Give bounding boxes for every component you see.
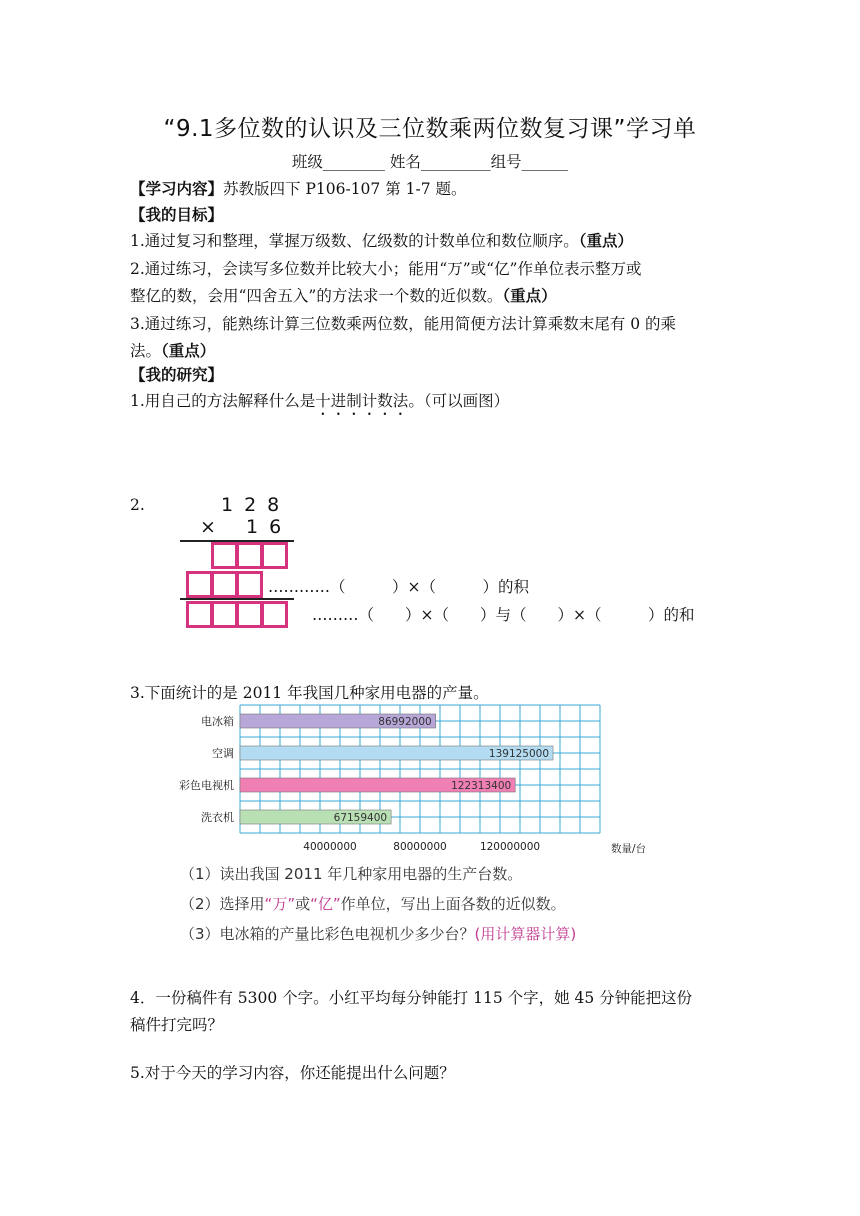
answer-box[interactable] [261, 601, 288, 628]
bar-value-label: 122313400 [451, 780, 512, 792]
research-heading: 【我的研究】 [130, 365, 224, 384]
appliance-production-chart [160, 700, 650, 860]
answer-box[interactable] [186, 571, 213, 598]
page-title: “9.1多位数的认识及三位数乘两位数复习课”学习单 [163, 116, 697, 142]
question-3-sub-1: （1）读出我国 2011 年几种家用电器的生产台数。 [180, 865, 523, 883]
x-tick-label: 120000000 [479, 841, 541, 853]
answer-box[interactable] [236, 601, 263, 628]
answer-box[interactable] [236, 542, 263, 569]
question-1-emphasis: 十进制计数法 [315, 392, 409, 410]
multiplier: 16 [246, 516, 293, 538]
goal-1-tag: （重点） [578, 231, 634, 250]
goal-1-text: 1.通过复习和整理，掌握万级数、亿级数的计数单位和数位顺序。 [130, 232, 579, 250]
sub-3-b: (用计算器计算) [474, 925, 577, 943]
question-4-line-a: 4．一份稿件有 5300 个字。小红平均每分钟能打 115 个字，她 45 分钟能把这份 [130, 989, 693, 1007]
calc-line-2 [180, 598, 294, 600]
bar-value-label: 86992000 [378, 716, 432, 728]
x-tick-label: 80000000 [393, 841, 447, 853]
sub-2-c: 作单位，写出上面各数的近似数。 [340, 895, 566, 913]
goals-heading: 【我的目标】 [130, 205, 224, 224]
answer-box[interactable] [236, 571, 263, 598]
answer-box[interactable] [211, 571, 238, 598]
category-label: 电冰箱 [201, 715, 234, 728]
question-1-post: 。（可以画图） [408, 392, 510, 410]
x-axis-label: 数量/台 [610, 843, 646, 855]
sub-2-b: 或 [295, 895, 311, 913]
category-label: 空调 [212, 747, 234, 760]
question-3-sub-3 [180, 923, 576, 944]
category-label: 彩色电视机 [179, 779, 234, 792]
goal-2-text: 整亿的数，会用“四舍五入”的方法求一个数的近似数。 [130, 287, 503, 305]
goal-2-tag: （重点） [502, 286, 557, 305]
student-info-line: 班级________ 姓名_________组号______ [291, 153, 569, 171]
answer-box[interactable] [186, 601, 213, 628]
goal-3-tag: （重点） [161, 341, 216, 360]
goal-2-line-b [130, 284, 557, 306]
multiplicand: 128 [221, 494, 291, 516]
question-5: 5.对于今天的学习内容，你还能提出什么问题？ [130, 1064, 455, 1082]
goal-3-text: 法。 [130, 342, 162, 360]
question-3-intro: 3.下面统计的是 2011 年我国几种家用电器的产量。 [130, 684, 489, 702]
sub-2-a: （2）选择用 [180, 895, 265, 913]
bar-value-label: 67159400 [333, 812, 388, 824]
partial-product-note: …………（ ）×（ ）的积 [268, 578, 529, 596]
question-4-line-b: 稿件打完吗？ [130, 1016, 224, 1034]
answer-box[interactable] [211, 542, 238, 569]
learning-content [130, 177, 467, 199]
learning-content-text: 苏教版四下 P106-107 第 1-7 题。 [223, 180, 467, 198]
goal-3-line-b [130, 339, 215, 361]
question-1-pre: 1.用自己的方法解释什么是 [130, 392, 316, 410]
learning-content-label: 【学习内容】 [130, 179, 224, 198]
question-1 [130, 389, 509, 419]
times-sign: × [200, 516, 216, 538]
bar-value-label: 139125000 [488, 748, 550, 760]
goal-1 [130, 229, 633, 251]
question-2-number: 2. [130, 496, 145, 514]
sub-2-yi: “亿” [310, 895, 341, 913]
answer-box[interactable] [261, 542, 288, 569]
sub-3-a: （3）电冰箱的产量比彩色电视机少多少台？ [180, 925, 475, 943]
goal-3-line-a: 3.通过练习，能熟练计算三位数乘两位数，能用简便方法计算乘数末尾有 0 的乘 [130, 315, 677, 333]
answer-box[interactable] [211, 601, 238, 628]
sum-note: ………（ ）×（ ）与（ ）×（ ）的和 [312, 606, 695, 624]
question-3-sub-2 [180, 893, 566, 914]
x-tick-label: 40000000 [303, 841, 357, 853]
goal-2-line-a: 2.通过练习，会读写多位数并比较大小；能用“万”或“亿”作单位表示整万或 [130, 260, 642, 278]
category-label: 洗衣机 [201, 811, 234, 824]
sub-2-wan: “万” [264, 895, 296, 913]
